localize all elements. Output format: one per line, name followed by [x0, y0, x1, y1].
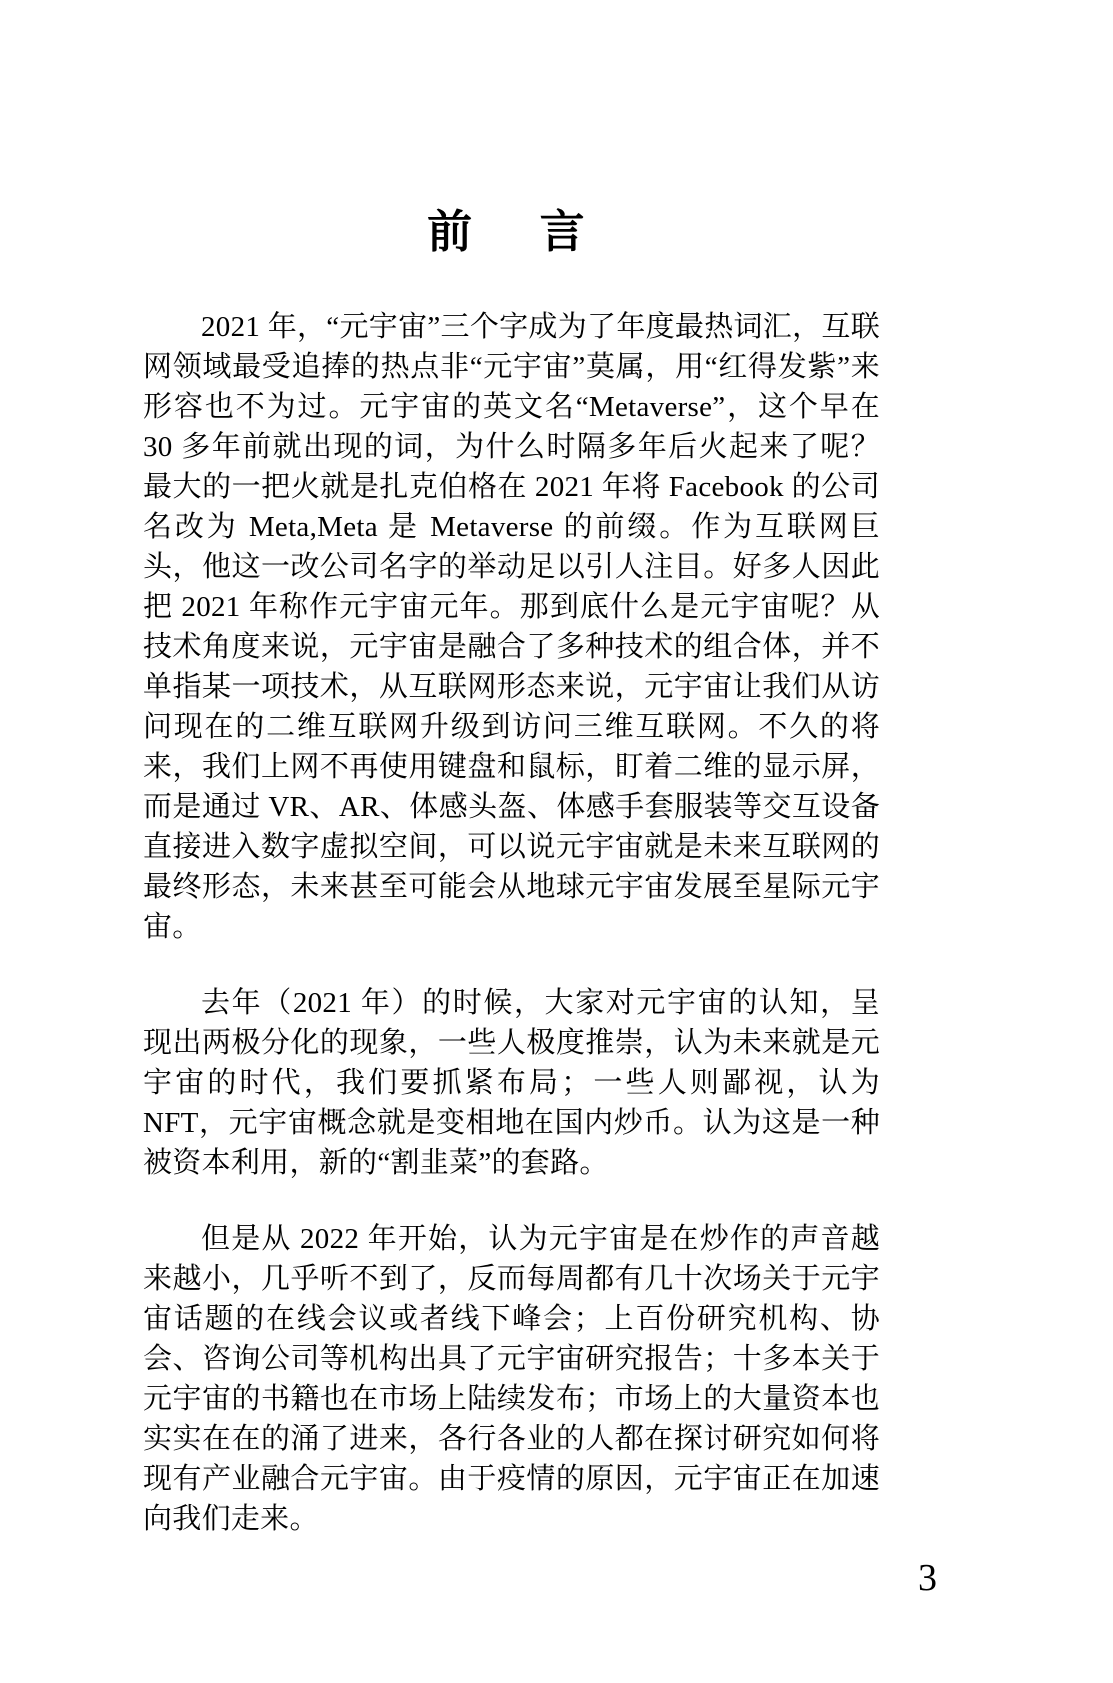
page-title: 前 言: [427, 207, 596, 257]
paragraph-2: 去年（2021 年）的时候，大家对元宇宙的认知，呈现出两极分化的现象，一些人极度推崇，认为未来就是元宇宙的时代，我们要抓紧布局；一些人则鄙视，认为 NFT，元宇宙概念就是变相地在国内炒币。认为这是一种被资本利用，新的“割韭菜”的套路。: [143, 987, 880, 1179]
paragraph-1: 2021 年，“元宇宙”三个字成为了年度最热词汇，互联网领域最受追捧的热点非“元宇宙”莫属，用“红得发紫”来形容也不为过。元宇宙的英文名“Metaverse”，这个早在 30 多年前就出现的词，为什么时隔多年后火起来了呢？最大的一把火就是扎克伯格在 2021 年将 Facebook 的公司名改为 Meta,Meta 是 Metaverse 的前缀。作为互联网巨头，他这一改公司名字的举动足以引人注目。好多人因此把 2021 年称作元宇宙元年。那到底什么是元宇宙呢？从技术角度来说，元宇宙是融合了多种技术的组合体，并不单指某一项技术，从互联网形态来说，元宇宙让我们从访问现在的二维互联网升级到访问三维互联网。不久的将来，我们上网不再使用键盘和鼠标，盯着二维的显示屏，而是通过 VR、AR、体感头盔、体感手套服装等交互设备直接进入数字虚拟空间，可以说元宇宙就是未来互联网的最终形态，未来甚至可能会从地球元宇宙发展至星际元宇宙。: [143, 311, 880, 943]
text-block: [143, 205, 880, 1539]
page-number: 3: [918, 1557, 937, 1599]
paragraph-3: 但是从 2022 年开始，认为元宇宙是在炒作的声音越来越小，几乎听不到了，反而每周都有几十次场关于元宇宙话题的在线会议或者线下峰会；上百份研究机构、协会、咨询公司等机构出具了元宇宙研究报告；十多本关于元宇宙的书籍也在市场上陆续发布；市场上的大量资本也实实在在的涌了进来，各行各业的人都在探讨研究如何将现有产业融合元宇宙。由于疫情的原因，元宇宙正在加速向我们走来。: [143, 1223, 880, 1535]
